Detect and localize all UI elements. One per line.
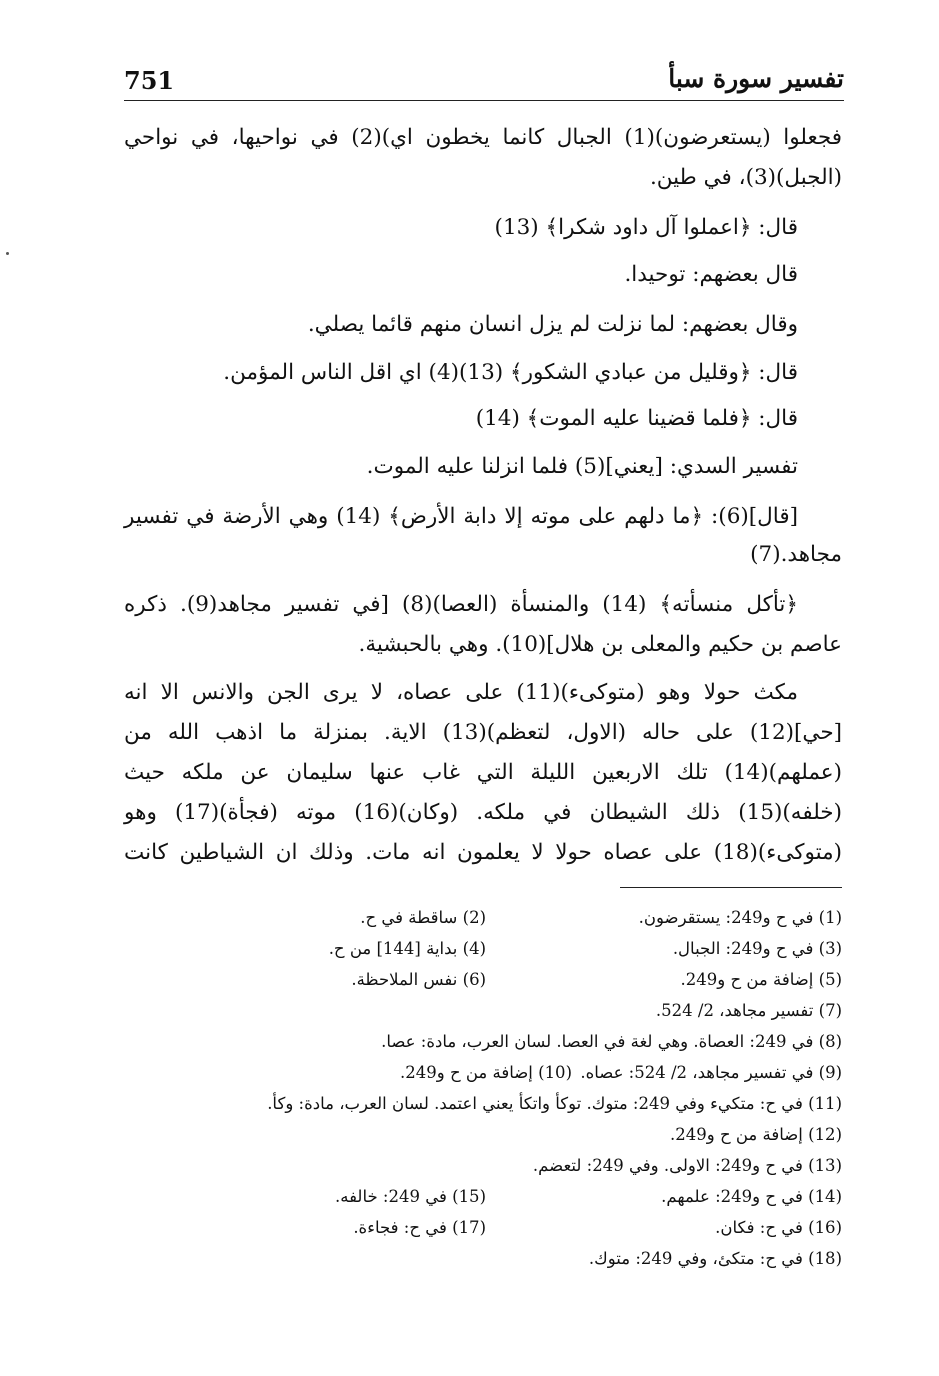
- footnote-row: [124, 964, 842, 995]
- text-line: وقال بعضهم: لما نزلت لم يزل انسان منهم قائما يصلي.: [307, 312, 798, 337]
- text-line: قال بعضهم: توحيدا.: [624, 262, 798, 287]
- footnote-row: [124, 1119, 842, 1150]
- footnote: (10) إضافة من ح و249.: [400, 1063, 572, 1082]
- text-line: (الجبل)(3)، في طين.: [649, 165, 842, 190]
- footnote: (4) بداية [144] من ح.: [328, 939, 486, 958]
- text-line: (خلفه)(15) ذلك الشيطان في ملكه. (وكان)(16) موته (فجأة)(17) وهو: [124, 800, 842, 825]
- footnote-row: [124, 1150, 842, 1181]
- footnote: (12) إضافة من ح و249.: [670, 1125, 842, 1144]
- text-line: تفسير السدي: [يعني](5) فلما انزلنا عليه الموت.: [366, 454, 798, 479]
- text-line: عاصم بن حكيم والمعلى بن هلال](10). وهي بالحبشية.: [358, 632, 842, 657]
- footnote: (5) إضافة من ح و249.: [680, 970, 842, 989]
- footnote-row: [124, 1212, 842, 1243]
- footnote-row: [124, 1057, 842, 1088]
- text-line: (عملهم)(14) تلك الاربعين الليلة التي غاب عنها سليمان عن ملكه حيث: [124, 760, 842, 785]
- scan-speck: [6, 252, 9, 255]
- footnote-row: [124, 1026, 842, 1057]
- footnote-separator: [620, 887, 842, 888]
- footnote: (3) في ح و249: الجبال.: [672, 939, 842, 958]
- main-text: [124, 118, 842, 873]
- text-line: ﴿تأكل منسأته﴾ (14) والمنسأة (العصا)(8) [في تفسير مجاهد(9). ذكره: [124, 592, 798, 617]
- footnote-row: [124, 995, 842, 1026]
- footnote-row: [124, 1181, 842, 1212]
- footnote: (2) ساقطة في ح.: [360, 908, 486, 927]
- footnote-row: [124, 1088, 842, 1119]
- footnote-row: [124, 1243, 842, 1274]
- text-line: قال: ﴿فلما قضينا عليه الموت﴾ (14): [475, 406, 798, 431]
- text-line: فجعلوا (يستعرضون)(1) الجبال كانما يخطون اي)(2) في نواحيها، في نواحي: [124, 125, 843, 150]
- running-title: تفسير سورة سبأ: [668, 64, 844, 93]
- text-line: [حي](12) على حاله (الاول، لتعظم)(13) الاية. بمنزلة ما اذهب الله من: [124, 720, 842, 745]
- footnote: (9) في تفسير مجاهد، 2/ 524: عصاه.: [580, 1063, 842, 1082]
- text-line: قال: ﴿وقليل من عبادي الشكور﴾ (13)(4) اي اقل الناس المؤمن.: [223, 360, 798, 385]
- page-header: [124, 60, 844, 101]
- footnote: (13) في ح و249: الاولى. وفي 249: لتعضم.: [532, 1156, 842, 1175]
- footnote: (14) في ح و249: علمهم.: [661, 1187, 842, 1206]
- footnotes: [124, 902, 842, 1274]
- footnote: (17) في ح: فجاءة.: [353, 1218, 486, 1237]
- footnote: (16) في ح: فكان.: [715, 1218, 842, 1237]
- footnote: (18) في ح: متكئ، وفي 249: متوك.: [588, 1249, 842, 1268]
- footnote: (6) نفس الملاحظة.: [351, 970, 486, 989]
- footnote-row: [124, 902, 842, 933]
- text-line: مكث حولا وهو (متوكىء)(11) على عصاه، لا يرى الجن والانس الا انه: [124, 680, 799, 705]
- text-line: مجاهد.(7): [750, 542, 842, 567]
- text-line: [قال](6): ﴿ما دلهم على موته إلا دابة الأرض﴾ (14) وهي الأرضة في تفسير: [124, 504, 798, 529]
- text-line: قال: ﴿اعملوا آل داود شكرا﴾ (13): [494, 215, 798, 240]
- text-line: (متوكىء)(18) على عصاه حولا لا يعلمون انه مات. وذلك ان الشياطين كانت: [124, 840, 842, 865]
- footnote: (15) في 249: خالفه.: [334, 1187, 486, 1206]
- footnote: (7) تفسير مجاهد، 2/ 524.: [655, 1001, 842, 1020]
- footnote-row: [124, 933, 842, 964]
- page-number: 751: [124, 66, 175, 95]
- footnote: (8) في 249: العصاة. وهي لغة في العصا. لسان العرب، مادة: عصا.: [381, 1032, 842, 1051]
- footnote: (11) في ح: متكيء وفي 249: متوك. توكأ واتكأ يعني اعتمد. لسان العرب، مادة: وكأ.: [267, 1094, 842, 1113]
- footnote: (1) في ح و249: يستقرضون.: [638, 908, 842, 927]
